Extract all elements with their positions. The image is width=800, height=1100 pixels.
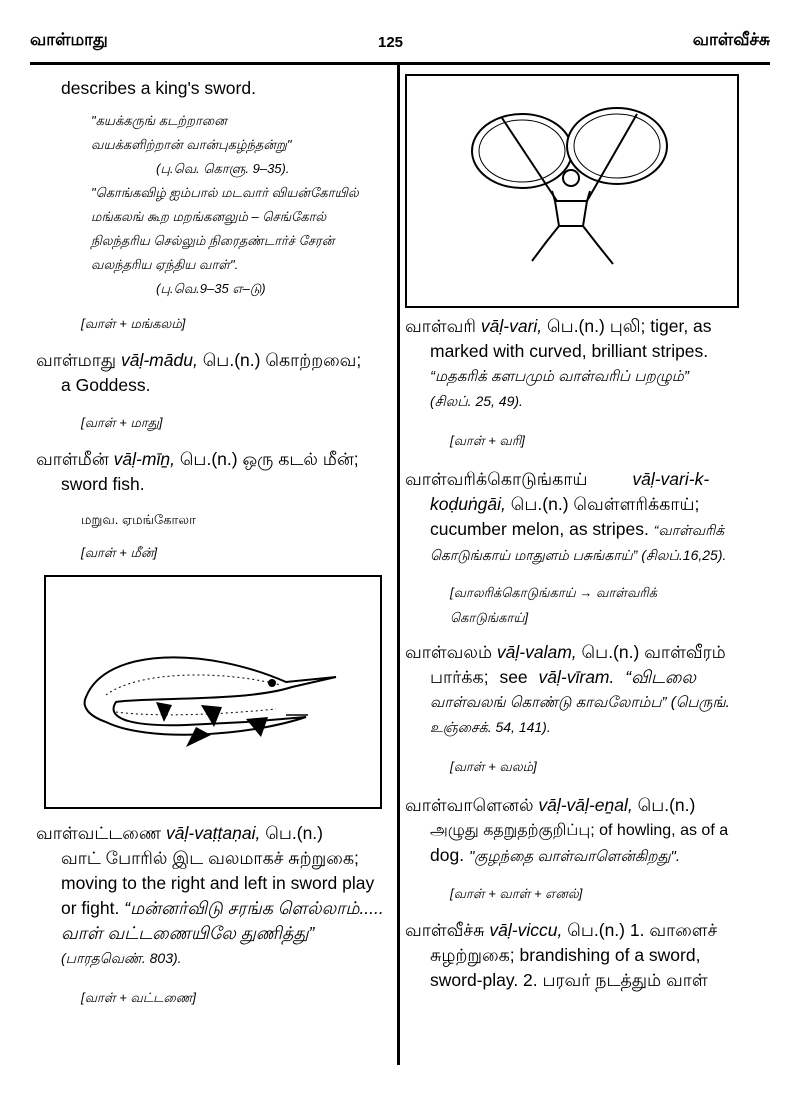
entry-valmin: [36, 447, 386, 497]
definition: ஒரு கடல் மீன்;: [242, 449, 359, 469]
transliteration: vāḷ-viccu,: [489, 920, 563, 940]
etymology: [வாலரிக்கொடுங்காய் → வாள்வரிக்: [450, 585, 658, 600]
citation: (சிலப். 25, 49).: [430, 393, 523, 409]
transliteration: koḍuṅgāi,: [430, 494, 506, 514]
definition: வாட் போரில் இட வலமாகச் சுற்றுகை;: [61, 848, 359, 868]
gloss: or fight.: [61, 898, 120, 918]
intro-text: describes a king's sword.: [61, 78, 256, 98]
column-divider: [397, 65, 400, 1065]
definition: பார்க்க;: [430, 667, 489, 687]
headword: வாள்வாளெனல்: [405, 795, 534, 815]
sword-dancer-icon: [407, 76, 737, 306]
grammar-label: பெ.(n.): [567, 920, 625, 940]
entry-valvari: [405, 314, 755, 414]
gloss: சுழற்றுகை; brandishing of a sword,: [430, 945, 701, 965]
grammar-label: பெ.(n.): [202, 350, 261, 370]
entry-valviccu: [405, 918, 755, 993]
transliteration: vāḷ-vari,: [480, 316, 543, 336]
sword-dancer-figure: [405, 74, 739, 308]
grammar-label: பெ.(n.): [581, 642, 640, 662]
definition: வாள்வீரம்: [644, 642, 726, 662]
headword: வாள்மீன்: [36, 449, 109, 469]
definition: கொற்றவை;: [265, 350, 362, 370]
header-rule: [30, 62, 770, 65]
headword: வாள்வரி: [405, 316, 477, 336]
definition: வெள்ளரிக்காய்;: [573, 494, 700, 514]
etymology: [வாள் + வாள் + எனல்]: [450, 886, 583, 901]
gloss: moving to the right and left in sword play: [61, 873, 375, 893]
headword: வாள்வலம்: [405, 642, 493, 662]
transliteration: vāḷ-vaṭṭaṇai,: [166, 823, 261, 843]
quote-citation: (பு.வெ. கொளு. 9–35).: [156, 161, 290, 176]
definition: அழுது கதறுதற்குறிப்பு; of howling, as of a: [430, 822, 729, 839]
entry-valvattanai: [36, 821, 386, 971]
gloss: sword fish.: [61, 474, 145, 494]
gloss: cucumber melon, as stripes.: [430, 519, 649, 539]
quote-line: நிலந்தரிய செல்லும் நிரைதண்டார்ச் சேரன்: [91, 233, 335, 248]
etymology: [வாள் + மாது]: [81, 415, 163, 430]
headword: வாள்மாது: [36, 350, 117, 370]
grammar-label: பெ.(n.): [637, 795, 696, 815]
running-head-right: வாள்வீச்சு: [692, 30, 770, 49]
running-head-left: வாள்மாது: [30, 30, 108, 49]
entry-valvalam: [405, 640, 755, 740]
quote-line: "கயக்கருங் கடற்றானை: [91, 113, 227, 128]
definition: 1. வாளைச்: [629, 920, 718, 940]
gloss: dog.: [430, 845, 465, 865]
headword: வாள்வட்டணை: [36, 823, 162, 843]
citation: (சிலப்.16,25).: [641, 547, 727, 563]
headword: வாள்வரிக்கொடுங்காய்: [405, 469, 588, 489]
grammar-label: பெ.(n.): [179, 449, 238, 469]
grammar-label: பெ.(n.): [510, 494, 569, 514]
etymology: [வாள் + மீன்]: [81, 545, 158, 560]
quote: “வாள்வரிக்: [653, 522, 725, 538]
citation: (பெருங்.: [670, 694, 730, 711]
quote-line: "கொங்கவிழ் ஐம்பால் மடவார் வியன்கோயில்: [91, 185, 359, 200]
etymology: கொடுங்காய்]: [450, 610, 529, 625]
gloss: sword-play. 2. பரவர் நடத்தும் வாள்: [430, 970, 708, 990]
etymology: [வாள் + வட்டணை]: [81, 990, 196, 1005]
right-column: [405, 68, 755, 993]
transliteration: vāḷ-vari-k-: [632, 469, 710, 489]
transliteration: vāḷ-mīṉ,: [113, 449, 175, 469]
quote-citation: (பு.வெ.9–35 எ–டு): [156, 281, 266, 296]
gloss: marked with curved, brilliant stripes.: [430, 341, 709, 361]
headword: வாள்வீச்சு: [405, 920, 485, 940]
citation: (பாரதவெண். 803).: [61, 950, 182, 966]
quote-line: வலந்தரிய ஏந்திய வாள்".: [91, 257, 239, 272]
entry-valmadu: [36, 348, 386, 398]
sword-fish-figure: [44, 575, 382, 809]
left-column: [36, 68, 386, 1010]
transliteration: vāḷ-valam,: [496, 642, 577, 662]
quote: கொடுங்காய் மாதுளம் பசுங்காய்”: [430, 547, 638, 563]
cross-reference: vāḷ-vīram.: [538, 667, 615, 687]
quote-line: மங்கலங் கூற மறங்கனலும் – செங்கோல்: [91, 209, 327, 224]
definition: புலி; tiger, as: [609, 316, 712, 336]
quote-line: வயக்களிற்றான் வான்புகழ்ந்தன்று": [91, 137, 292, 152]
quote: “மதகரிக் களபமும் வாள்வரிப் பறழும்”: [430, 368, 689, 385]
see-label: see: [499, 667, 528, 687]
page-number: 125: [378, 34, 404, 51]
transliteration: vāḷ-vāḷ-eṉal,: [538, 795, 633, 815]
grammar-label: பெ.(n.): [547, 316, 605, 336]
entry-valvalenal: [405, 793, 755, 869]
transliteration: vāḷ-mādu,: [120, 350, 198, 370]
quote: வாள்வலங் கொண்டு காவலோம்ப”: [430, 694, 667, 711]
gloss: a Goddess.: [61, 375, 151, 395]
etymology: [வாள் + வலம்]: [450, 759, 537, 774]
quote: "குழந்தை வாள்வாளென்கிறது".: [468, 848, 681, 865]
synonym-note: மறுவ. ஏமங்கோலா: [81, 512, 196, 527]
etymology: [வாள் + வரி]: [450, 433, 525, 448]
quote: வாள் வட்டணையிலே துணித்து”: [61, 923, 315, 943]
grammar-label: பெ.(n.): [265, 823, 323, 843]
etymology: [வாள் + மங்கலம்]: [81, 316, 186, 331]
citation: உஞ்சைக். 54, 141).: [430, 719, 551, 735]
sword-fish-icon: [46, 577, 380, 807]
quote: “மன்னர்விடு சரங்க ளெல்லாம்.....: [124, 898, 384, 918]
entry-valvarikkodungai: [405, 467, 755, 568]
quote: “விடலை: [625, 667, 697, 687]
